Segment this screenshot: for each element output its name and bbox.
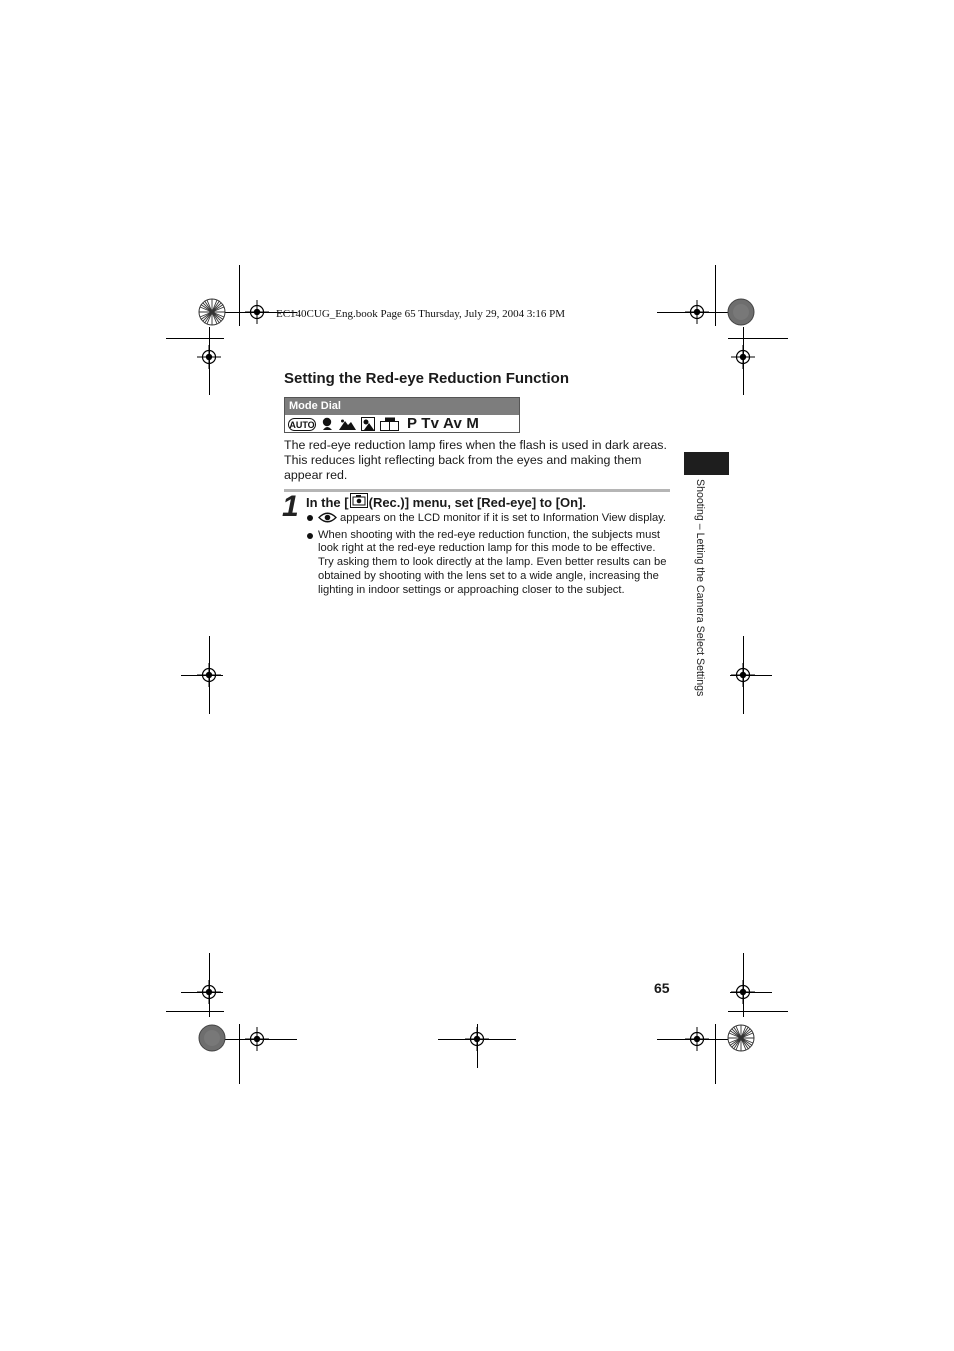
registration-target-icon [197, 663, 221, 687]
registration-target-icon [731, 663, 755, 687]
crop-line [715, 265, 716, 326]
crop-line [239, 1024, 240, 1084]
mode-dial-label: Mode Dial [285, 398, 519, 415]
step-bullets [306, 511, 670, 597]
registration-target-icon [465, 1027, 489, 1051]
registration-target-icon [245, 1027, 269, 1051]
starburst-calibration-icon [727, 1024, 755, 1052]
rec-menu-camera-icon [350, 493, 368, 511]
crop-line [166, 1011, 224, 1012]
step-instruction [306, 493, 586, 511]
bullet-text: appears on the LCD monitor if it is set to Information View display. [340, 512, 667, 524]
bullet-dot [307, 533, 313, 539]
portrait-mode-icon [321, 417, 334, 431]
gray-calibration-disc-icon [198, 1024, 226, 1052]
step-text-after: (Rec.)] menu, set [Red-eye] to [On]. [368, 494, 587, 510]
list-item [306, 511, 670, 529]
chapter-side-label: Shooting – Letting the Camera Select Settings [694, 479, 706, 697]
crop-line [166, 338, 224, 339]
auto-mode-icon [288, 418, 316, 431]
starburst-calibration-icon [198, 298, 226, 326]
red-eye-icon [318, 511, 337, 529]
bullet-text: When shooting with the red-eye reduction function, the subjects must look right at the red-eye reduction lamp for this mode to be effective. Try asking them to look directly at the lamp. Even better results can be obtained by shooting with the lens set to a wide angle, increasing the lighting in indoor settings or approaching closer to the subject. [318, 528, 667, 596]
mode-dial-letters: P Tv Av M [407, 415, 480, 432]
registration-target-icon [245, 300, 269, 324]
bullet-dot [307, 515, 313, 521]
registration-target-icon [685, 1027, 709, 1051]
list-item [306, 529, 670, 598]
registration-target-icon [197, 980, 221, 1004]
registration-target-icon [731, 980, 755, 1004]
registration-target-icon [197, 345, 221, 369]
mode-dial-box [284, 397, 520, 433]
crop-line [239, 265, 240, 326]
page-number: 65 [654, 980, 670, 996]
stitch-assist-mode-icon [380, 417, 400, 431]
svg-text:AUTO: AUTO [289, 419, 315, 430]
book-header: EC140CUG_Eng.book Page 65 Thursday, July 29, 2004 3:16 PM [276, 308, 566, 320]
crop-line [715, 1024, 716, 1084]
mode-dial-icons [285, 415, 519, 433]
step-number: 1 [282, 490, 299, 523]
crop-line [728, 338, 788, 339]
crop-line [728, 1011, 788, 1012]
section-title: Setting the Red-eye Reduction Function [284, 370, 570, 387]
step-divider [284, 489, 670, 492]
gray-calibration-disc-icon [727, 298, 755, 326]
step-text-before: In the [ [306, 494, 349, 510]
night-scene-mode-icon [361, 417, 375, 431]
registration-target-icon [685, 300, 709, 324]
registration-target-icon [731, 345, 755, 369]
intro-paragraph: The red-eye reduction lamp fires when the flash is used in dark areas. This reduces light reflecting back from the eyes and making them appear red. [284, 438, 667, 482]
landscape-mode-icon [339, 418, 356, 431]
chapter-tab [684, 452, 729, 475]
